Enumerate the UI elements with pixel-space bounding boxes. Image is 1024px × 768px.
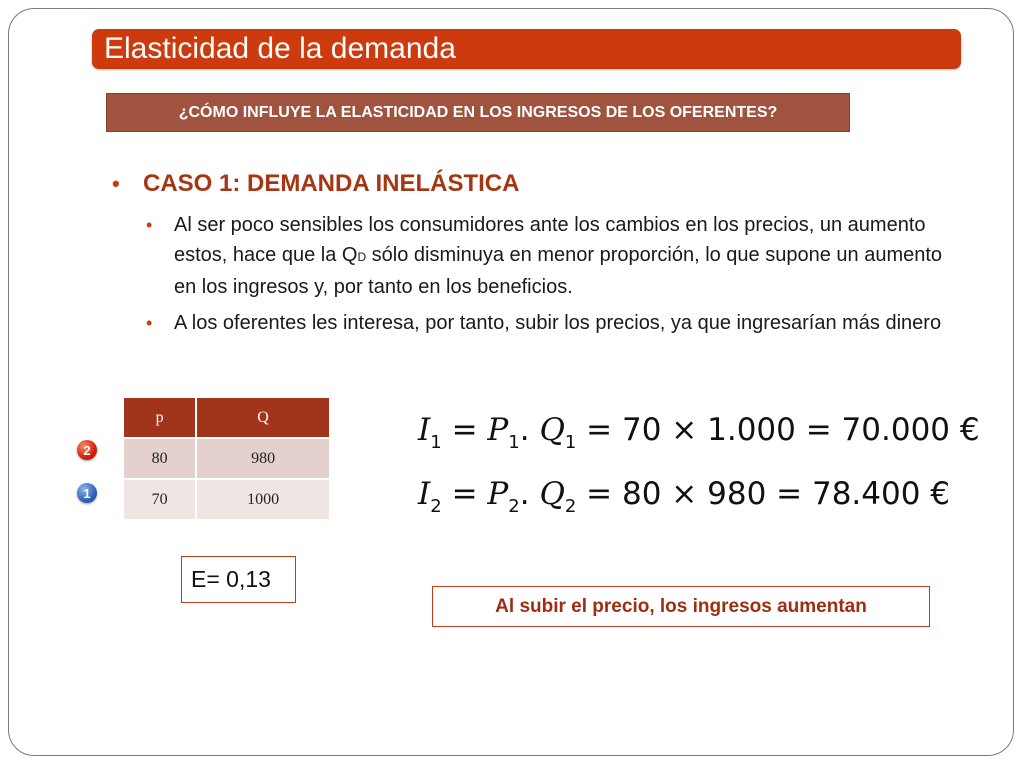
formula-var: I (418, 412, 431, 448)
table-header-p: p (124, 398, 196, 438)
table-cell: 80 (124, 438, 196, 479)
elasticity-value: E= 0,13 (191, 566, 271, 592)
formula-dot: . (519, 412, 530, 448)
title-bar (92, 29, 961, 69)
table-cell: 70 (124, 479, 196, 519)
formula-var: P (487, 412, 509, 448)
income-formula-2 (418, 476, 951, 517)
paragraph-2-text: A los oferentes les interesa, por tanto, subir los precios, ya que ingresarían más dinero (174, 312, 942, 334)
slide-title: Elasticidad de la demanda (104, 32, 456, 65)
elasticity-value-box (181, 556, 296, 603)
marker-2-badge: 2 (77, 440, 97, 460)
formula-sub: 1 (508, 432, 520, 453)
table-cell: 1000 (196, 479, 329, 519)
subtitle-banner (106, 93, 850, 132)
formula-sub: 2 (564, 496, 577, 517)
formula-sub: 1 (564, 432, 577, 453)
formula-var: I (418, 476, 431, 512)
bullet-icon: • (146, 215, 153, 235)
table-header-q: Q (196, 398, 329, 438)
conclusion-box (432, 586, 930, 627)
bullet-paragraph-1 (146, 210, 980, 302)
formula-var: P (487, 476, 509, 512)
formula-var: Q (539, 412, 565, 448)
table-cell: 980 (196, 438, 329, 479)
formula-result: = 70 × 1.000 = 70.000 € (576, 412, 980, 448)
formula-sub: 2 (508, 496, 520, 517)
table-row (124, 438, 329, 479)
paragraph-1-part-a: Al ser poco sensibles los consumidores ante los cambios en los precios, un aumento estos, hace que la Q (174, 214, 926, 266)
income-formula-1 (418, 412, 980, 453)
paragraph-1-part-b: sólo disminuya en menor proporción, lo que supone un aumento en los ingresos y, por tanto en los beneficios. (174, 244, 943, 298)
paragraph-1-text (174, 210, 964, 302)
bullet-icon: • (112, 171, 120, 196)
formula-dot: . (519, 476, 530, 512)
formula-sub: 2 (430, 496, 442, 517)
table-row (124, 479, 329, 519)
formula-sub: 1 (430, 432, 442, 453)
marker-1-badge: 1 (77, 483, 97, 503)
demand-subscript: D (357, 250, 367, 264)
table-header-row (124, 398, 329, 438)
conclusion-text: Al subir el precio, los ingresos aumentan (495, 595, 867, 617)
subtitle-text: ¿CÓMO INFLUYE LA ELASTICIDAD EN LOS INGRESOS DE LOS OFERENTES? (178, 103, 778, 121)
bullet-paragraph-2 (146, 308, 980, 338)
formula-equals: = (451, 412, 478, 448)
price-quantity-table (124, 398, 329, 519)
bullet-icon: • (146, 313, 153, 333)
formula-result: = 80 × 980 = 78.400 € (576, 476, 951, 512)
formula-var: Q (539, 476, 565, 512)
formula-equals: = (451, 476, 478, 512)
case-heading-label: CASO 1: DEMANDA INELÁSTICA (143, 170, 520, 197)
